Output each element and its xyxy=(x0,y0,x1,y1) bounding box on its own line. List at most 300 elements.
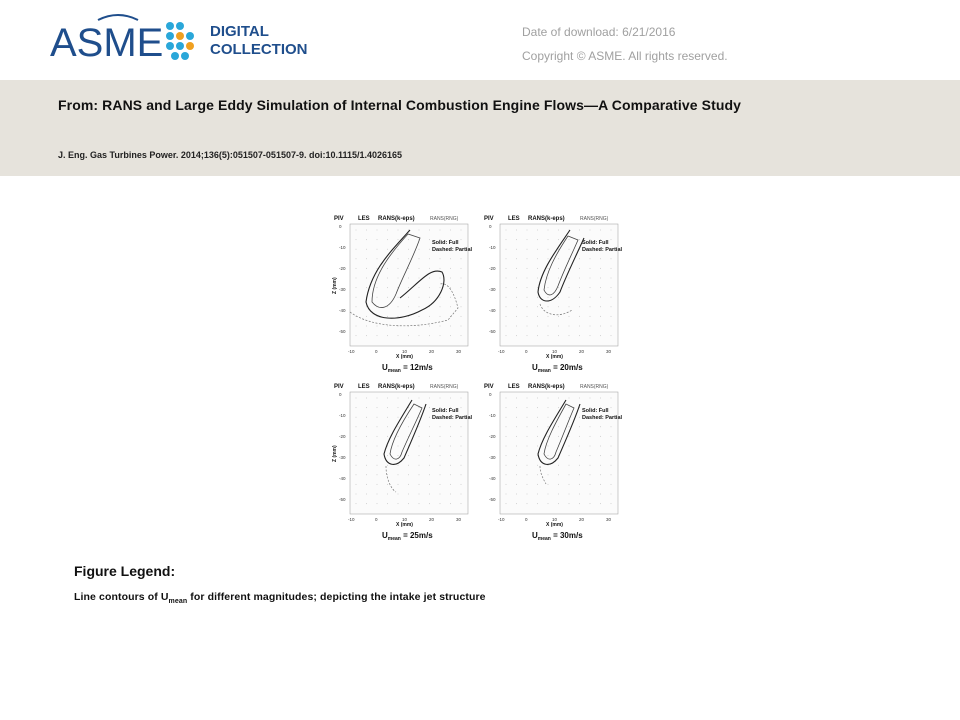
vector-field-dot xyxy=(611,316,612,317)
vector-field-dot xyxy=(398,249,399,250)
vector-field-dot xyxy=(579,474,580,475)
vector-field-dot xyxy=(548,426,549,427)
legend-text-sub: mean xyxy=(168,598,188,606)
vector-field-dot xyxy=(579,268,580,269)
vector-field-dot xyxy=(377,297,378,298)
vector-field-dot xyxy=(600,455,601,456)
vector-field-dot xyxy=(408,278,409,279)
vector-field-dot xyxy=(387,230,388,231)
vector-field-dot xyxy=(450,230,451,231)
vector-field-dot xyxy=(527,426,528,427)
vector-field-dot xyxy=(590,465,591,466)
vector-field-dot xyxy=(366,258,367,259)
y-tick-label: -10 xyxy=(489,245,496,250)
vector-field-dot xyxy=(611,465,612,466)
vector-field-dot xyxy=(527,474,528,475)
vector-field-dot xyxy=(611,258,612,259)
y-tick-label: -30 xyxy=(339,287,346,292)
y-tick-label: -20 xyxy=(489,266,496,271)
vector-field-dot xyxy=(506,297,507,298)
vector-field-dot xyxy=(558,268,559,269)
vector-field-dot xyxy=(408,297,409,298)
vector-field-dot xyxy=(506,398,507,399)
vector-field-dot xyxy=(419,398,420,399)
vector-field-dot xyxy=(366,474,367,475)
vector-field-dot xyxy=(548,503,549,504)
vector-field-dot xyxy=(408,249,409,250)
vector-field-dot xyxy=(387,268,388,269)
vector-field-dot xyxy=(419,417,420,418)
legend-dashed-label: Dashed: Partial xyxy=(582,415,623,421)
vector-field-dot xyxy=(527,239,528,240)
vector-field-dot xyxy=(450,258,451,259)
y-tick-label: -50 xyxy=(339,329,346,334)
vector-field-dot xyxy=(516,417,517,418)
vector-field-dot xyxy=(408,287,409,288)
vector-field-dot xyxy=(419,494,420,495)
x-tick-label: 30 xyxy=(606,349,612,354)
vector-field-dot xyxy=(429,326,430,327)
vector-field-dot xyxy=(450,426,451,427)
legend-solid-label: Solid: Full xyxy=(582,240,609,246)
vector-field-dot xyxy=(579,316,580,317)
vector-field-dot xyxy=(611,436,612,437)
vector-field-dot xyxy=(558,436,559,437)
vector-field-dot xyxy=(548,249,549,250)
panel-velocity-caption: $U_{mean} = 30m/s$ xyxy=(532,531,583,542)
vector-field-dot xyxy=(429,249,430,250)
vector-field-dot xyxy=(366,239,367,240)
vector-field-dot xyxy=(516,446,517,447)
vector-field-dot xyxy=(516,426,517,427)
vector-field-dot xyxy=(558,230,559,231)
vector-field-dot xyxy=(506,494,507,495)
vector-field-dot xyxy=(377,287,378,288)
vector-field-dot xyxy=(356,503,357,504)
vector-field-dot xyxy=(516,335,517,336)
panel-header-label: LES xyxy=(358,384,370,390)
vector-field-dot xyxy=(516,465,517,466)
x-tick-label: 30 xyxy=(456,517,462,522)
vector-field-dot xyxy=(408,455,409,456)
vector-field-dot xyxy=(516,474,517,475)
panel-header-label: RANS(RNG) xyxy=(430,384,459,390)
logo-dots-icon xyxy=(166,22,194,60)
vector-field-dot xyxy=(398,239,399,240)
copyright-text: Copyright © ASME. All rights reserved. xyxy=(522,49,728,63)
vector-field-dot xyxy=(600,436,601,437)
vector-field-dot xyxy=(558,239,559,240)
vector-field-dot xyxy=(461,306,462,307)
vector-field-dot xyxy=(419,258,420,259)
vector-field-dot xyxy=(429,465,430,466)
vector-field-dot xyxy=(600,484,601,485)
vector-field-dot xyxy=(440,465,441,466)
vector-field-dot xyxy=(356,407,357,408)
vector-field-dot xyxy=(579,326,580,327)
vector-field-dot xyxy=(590,455,591,456)
vector-field-dot xyxy=(356,398,357,399)
vector-field-dot xyxy=(419,446,420,447)
vector-field-dot xyxy=(516,306,517,307)
vector-field-dot xyxy=(461,426,462,427)
panel-header-label: LES xyxy=(508,216,520,222)
vector-field-dot xyxy=(558,503,559,504)
vector-field-dot xyxy=(356,287,357,288)
vector-field-dot xyxy=(398,436,399,437)
vector-field-dot xyxy=(398,465,399,466)
vector-field-dot xyxy=(548,455,549,456)
vector-field-dot xyxy=(366,417,367,418)
vector-field-dot xyxy=(408,465,409,466)
vector-field-dot xyxy=(366,326,367,327)
vector-field-dot xyxy=(440,278,441,279)
vector-field-dot xyxy=(611,455,612,456)
panel-header-label: PIV xyxy=(334,384,344,390)
vector-field-dot xyxy=(356,417,357,418)
vector-field-dot xyxy=(419,278,420,279)
vector-field-dot xyxy=(537,335,538,336)
vector-field-dot xyxy=(548,230,549,231)
y-tick-label: -50 xyxy=(489,329,496,334)
y-tick-label: -10 xyxy=(339,245,346,250)
vector-field-dot xyxy=(461,316,462,317)
vector-field-dot xyxy=(450,268,451,269)
vector-field-dot xyxy=(408,417,409,418)
vector-field-dot xyxy=(611,278,612,279)
vector-field-dot xyxy=(527,287,528,288)
vector-field-dot xyxy=(398,230,399,231)
vector-field-dot xyxy=(527,446,528,447)
vector-field-dot xyxy=(461,398,462,399)
vector-field-dot xyxy=(548,398,549,399)
vector-field-dot xyxy=(548,268,549,269)
vector-field-dot xyxy=(366,455,367,456)
panel-header-label: RANS(k-eps) xyxy=(378,384,415,390)
vector-field-dot xyxy=(506,503,507,504)
vector-field-dot xyxy=(377,326,378,327)
vector-field-dot xyxy=(461,465,462,466)
vector-field-dot xyxy=(429,455,430,456)
vector-field-dot xyxy=(450,474,451,475)
vector-field-dot xyxy=(579,306,580,307)
vector-field-dot xyxy=(590,230,591,231)
vector-field-dot xyxy=(398,335,399,336)
vector-field-dot xyxy=(366,316,367,317)
vector-field-dot xyxy=(408,426,409,427)
vector-field-dot xyxy=(387,436,388,437)
vector-field-dot xyxy=(419,306,420,307)
vector-field-dot xyxy=(611,407,612,408)
vector-field-dot xyxy=(398,258,399,259)
vector-field-dot xyxy=(600,465,601,466)
vector-field-dot xyxy=(419,297,420,298)
vector-field-dot xyxy=(611,335,612,336)
vector-field-dot xyxy=(548,446,549,447)
vector-field-dot xyxy=(440,503,441,504)
x-tick-label: -10 xyxy=(498,349,505,354)
vector-field-dot xyxy=(387,306,388,307)
vector-field-dot xyxy=(419,335,420,336)
vector-field-dot xyxy=(450,436,451,437)
y-tick-label: 0 xyxy=(339,392,342,397)
panel-header-label: RANS(RNG) xyxy=(580,216,609,222)
vector-field-dot xyxy=(356,258,357,259)
vector-field-dot xyxy=(569,326,570,327)
vector-field-dot xyxy=(398,446,399,447)
vector-field-dot xyxy=(506,249,507,250)
vector-field-dot xyxy=(590,316,591,317)
vector-field-dot xyxy=(600,335,601,336)
vector-field-dot xyxy=(590,436,591,437)
vector-field-dot xyxy=(537,239,538,240)
vector-field-dot xyxy=(590,503,591,504)
vector-field-dot xyxy=(440,484,441,485)
figure-panel xyxy=(484,384,623,542)
vector-field-dot xyxy=(419,465,420,466)
vector-field-dot xyxy=(356,494,357,495)
vector-field-dot xyxy=(429,335,430,336)
vector-field-dot xyxy=(569,306,570,307)
vector-field-dot xyxy=(440,455,441,456)
vector-field-dot xyxy=(516,297,517,298)
vector-field-dot xyxy=(408,306,409,307)
vector-field-dot xyxy=(590,297,591,298)
vector-field-dot xyxy=(548,436,549,437)
vector-field-dot xyxy=(569,474,570,475)
vector-field-dot xyxy=(356,249,357,250)
vector-field-dot xyxy=(590,426,591,427)
vector-field-dot xyxy=(516,436,517,437)
vector-field-dot xyxy=(527,326,528,327)
vector-field-dot xyxy=(611,287,612,288)
legend-dashed-label: Dashed: Partial xyxy=(432,247,473,253)
panel-velocity-caption: $U_{mean} = 25m/s$ xyxy=(382,531,433,542)
vector-field-dot xyxy=(356,230,357,231)
vector-field-dot xyxy=(558,278,559,279)
vector-field-dot xyxy=(398,494,399,495)
y-tick-label: -50 xyxy=(339,497,346,502)
vector-field-dot xyxy=(377,465,378,466)
vector-field-dot xyxy=(600,306,601,307)
vector-field-dot xyxy=(558,335,559,336)
y-tick-label: -10 xyxy=(339,413,346,418)
vector-field-dot xyxy=(579,297,580,298)
vector-field-dot xyxy=(537,316,538,317)
panel-header-label: PIV xyxy=(334,216,344,222)
vector-field-dot xyxy=(579,239,580,240)
vector-field-dot xyxy=(419,316,420,317)
vector-field-dot xyxy=(611,306,612,307)
vector-field-dot xyxy=(440,335,441,336)
vector-field-dot xyxy=(419,249,420,250)
vector-field-dot xyxy=(506,455,507,456)
x-tick-label: -10 xyxy=(348,349,355,354)
vector-field-dot xyxy=(548,484,549,485)
vector-field-dot xyxy=(527,306,528,307)
vector-field-dot xyxy=(516,258,517,259)
vector-field-dot xyxy=(461,474,462,475)
vector-field-dot xyxy=(600,426,601,427)
vector-field-dot xyxy=(366,335,367,336)
panel-header-label: RANS(k-eps) xyxy=(378,216,415,222)
vector-field-dot xyxy=(611,484,612,485)
vector-field-dot xyxy=(408,258,409,259)
vector-field-dot xyxy=(408,474,409,475)
vector-field-dot xyxy=(537,326,538,327)
legend-dashed-label: Dashed: Partial xyxy=(582,247,623,253)
vector-field-dot xyxy=(527,436,528,437)
vector-field-dot xyxy=(590,484,591,485)
x-axis-label: X (mm) xyxy=(546,522,563,528)
vector-field-dot xyxy=(590,306,591,307)
vector-field-dot xyxy=(408,230,409,231)
vector-field-dot xyxy=(579,503,580,504)
vector-field-dot xyxy=(537,407,538,408)
vector-field-dot xyxy=(387,494,388,495)
y-tick-label: -20 xyxy=(339,266,346,271)
vector-field-dot xyxy=(569,484,570,485)
y-tick-label: -10 xyxy=(489,413,496,418)
vector-field-dot xyxy=(366,278,367,279)
vector-field-dot xyxy=(429,446,430,447)
vector-field-dot xyxy=(356,474,357,475)
x-tick-label: 20 xyxy=(429,349,435,354)
figure-image xyxy=(330,212,630,546)
vector-field-dot xyxy=(611,326,612,327)
vector-field-dot xyxy=(440,474,441,475)
vector-field-dot xyxy=(461,446,462,447)
vector-field-dot xyxy=(516,326,517,327)
vector-field-dot xyxy=(600,230,601,231)
vector-field-dot xyxy=(611,239,612,240)
figure-legend-heading: Figure Legend: xyxy=(74,563,176,579)
vector-field-dot xyxy=(506,278,507,279)
x-tick-label: 20 xyxy=(579,517,585,522)
vector-field-dot xyxy=(611,494,612,495)
vector-field-dot xyxy=(548,316,549,317)
vector-field-dot xyxy=(408,239,409,240)
vector-field-dot xyxy=(506,326,507,327)
x-axis-label: X (mm) xyxy=(396,522,413,528)
legend-dashed-label: Dashed: Partial xyxy=(432,415,473,421)
x-tick-label: -10 xyxy=(498,517,505,522)
vector-field-dot xyxy=(461,436,462,437)
logo-subtitle-digital: DIGITAL xyxy=(210,23,269,40)
vector-field-dot xyxy=(579,335,580,336)
vector-field-dot xyxy=(356,335,357,336)
vector-field-dot xyxy=(398,474,399,475)
vector-field-dot xyxy=(461,503,462,504)
x-tick-label: 10 xyxy=(402,517,408,522)
vector-field-dot xyxy=(419,503,420,504)
vector-field-dot xyxy=(600,446,601,447)
figure-panel xyxy=(484,216,623,374)
vector-field-dot xyxy=(408,503,409,504)
vector-field-dot xyxy=(611,474,612,475)
panel-header-label: LES xyxy=(508,384,520,390)
vector-field-dot xyxy=(450,287,451,288)
vector-field-dot xyxy=(366,494,367,495)
vector-field-dot xyxy=(569,249,570,250)
x-tick-label: 30 xyxy=(456,349,462,354)
vector-field-dot xyxy=(387,503,388,504)
vector-field-dot xyxy=(366,503,367,504)
vector-field-dot xyxy=(558,484,559,485)
vector-field-dot xyxy=(516,316,517,317)
vector-field-dot xyxy=(548,239,549,240)
vector-field-dot xyxy=(558,398,559,399)
vector-field-dot xyxy=(461,239,462,240)
vector-field-dot xyxy=(569,335,570,336)
vector-field-dot xyxy=(419,268,420,269)
vector-field-dot xyxy=(548,306,549,307)
logo-subtitle-collection: COLLECTION xyxy=(210,41,308,58)
article-title: From: RANS and Large Eddy Simulation of Internal Combustion Engine Flows—A Comparative Study xyxy=(58,97,742,113)
vector-field-dot xyxy=(611,446,612,447)
asme-logo xyxy=(48,10,328,72)
vector-field-dot xyxy=(429,287,430,288)
vector-field-dot xyxy=(569,436,570,437)
vector-field-dot xyxy=(537,258,538,259)
vector-field-dot xyxy=(440,287,441,288)
vector-field-dot xyxy=(516,407,517,408)
x-tick-label: 0 xyxy=(525,517,528,522)
vector-field-dot xyxy=(527,335,528,336)
y-axis-label: Z (mm) xyxy=(332,277,338,294)
vector-field-dot xyxy=(461,278,462,279)
y-tick-label: 0 xyxy=(339,224,342,229)
vector-field-dot xyxy=(377,239,378,240)
vector-field-dot xyxy=(408,484,409,485)
vector-field-dot xyxy=(356,278,357,279)
vector-field-dot xyxy=(527,398,528,399)
vector-field-dot xyxy=(579,278,580,279)
vector-field-dot xyxy=(429,417,430,418)
vector-field-dot xyxy=(579,455,580,456)
vector-field-dot xyxy=(398,398,399,399)
vector-field-dot xyxy=(366,287,367,288)
vector-field-dot xyxy=(377,230,378,231)
vector-field-dot xyxy=(366,426,367,427)
vector-field-dot xyxy=(506,258,507,259)
vector-field-dot xyxy=(558,326,559,327)
vector-field-dot xyxy=(398,297,399,298)
vector-field-dot xyxy=(356,239,357,240)
vector-field-dot xyxy=(440,326,441,327)
vector-field-dot xyxy=(527,278,528,279)
vector-field-dot xyxy=(527,316,528,317)
vector-field-dot xyxy=(579,426,580,427)
vector-field-dot xyxy=(527,258,528,259)
vector-field-dot xyxy=(527,455,528,456)
vector-field-dot xyxy=(356,446,357,447)
vector-field-dot xyxy=(366,268,367,269)
vector-field-dot xyxy=(450,398,451,399)
vector-field-dot xyxy=(611,398,612,399)
vector-field-dot xyxy=(590,258,591,259)
panel-header-label: PIV xyxy=(484,384,494,390)
vector-field-dot xyxy=(366,398,367,399)
vector-field-dot xyxy=(537,465,538,466)
vector-field-dot xyxy=(387,484,388,485)
vector-field-dot xyxy=(461,258,462,259)
vector-field-dot xyxy=(516,278,517,279)
vector-field-dot xyxy=(548,287,549,288)
vector-field-dot xyxy=(450,278,451,279)
vector-field-dot xyxy=(387,316,388,317)
vector-field-dot xyxy=(537,494,538,495)
